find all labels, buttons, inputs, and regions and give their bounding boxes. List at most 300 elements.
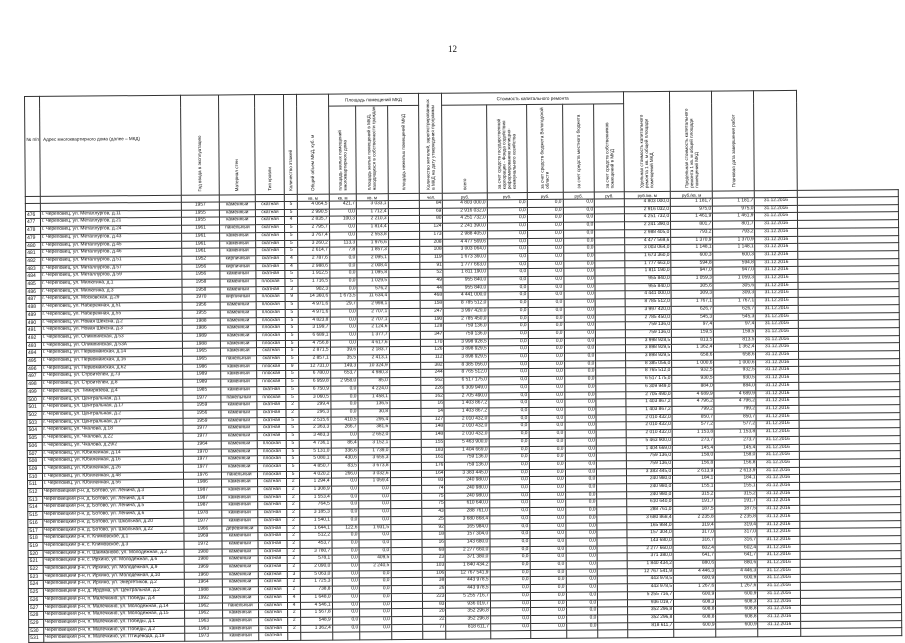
row-floors: 2 [287,517,300,525]
row-area-res: 1 458,1 [358,393,390,401]
unit-volume: кв. м [297,194,329,201]
row-cost-fund: 0,0 [487,215,527,223]
row-cost-local: 0,0 [565,469,597,477]
unit-rubm1: руб./кв. м [624,191,670,198]
row-address: г. Череповец, ул. Новая Шексна, д.3 [41,326,182,335]
row-cost-regional: 0,0 [529,430,565,438]
row-address: Череповецкий р-н, п. Ирхино, ул. Энергетиков, д.2 [43,580,184,589]
row-cost-local: 0,0 [566,607,598,615]
row-address: г. Череповец, ул. Строителей, д.73 [41,372,182,381]
row-material: каменный [222,502,258,510]
row-cost-total: 955 840,0 [443,277,487,285]
row-max-cost: 1 000,6 [714,360,756,368]
row-roof: скатная [255,201,285,209]
row-volume: 1 716,5 [298,278,330,286]
row-number: 511 [28,481,43,489]
row-max-cost: 602,4 [715,544,757,552]
row-address: Череповецкий р-н, п. Малечкино, ул. Молодежная, д.15 [43,611,184,620]
row-volume: 12 731,0 [299,363,331,371]
row-cost-local: 0,0 [564,392,596,400]
header-area-group: Площадь помещений МКД [328,93,419,106]
header-unit-cost: Удельная стоимость капитального ремонта 1 кв. м общей площади помещений МКД [623,91,670,191]
row-cost-regional: 0,0 [527,222,563,230]
row-residents: 162 [421,393,444,401]
row-material: каменный [220,271,256,279]
row-address: Череповецкий р-н, д. Ботово, ул. Школьная, д.20 [43,518,184,527]
row-cost-local: 0,0 [565,523,597,531]
row-max-cost: 316,7 [715,537,757,545]
row-unit-cost: 641,7 [673,552,715,560]
row-year: 1959 [183,402,221,410]
row-cost-fund: 0,0 [488,384,528,392]
row-cost-regional: 0,0 [530,592,566,600]
row-material: каменный [220,279,256,287]
row-area-res: 0,0 [359,593,391,601]
row-cost-local: 0,0 [566,530,598,538]
row-residents: 173 [420,231,443,239]
row-cost-owners-zero [598,630,628,638]
row-cost-total: 3 998 928,5 [444,339,488,347]
row-number: 521 [28,558,43,566]
row-material: панельный [222,602,258,610]
row-unit-cost: 975,0 [671,206,713,214]
row-area-total: 0,0 [331,478,358,486]
row-unit-cost: 4 689,9 [672,391,714,399]
row-year: 1992 [184,595,222,603]
row-area-total: 0,0 [330,286,357,294]
row-volume: 764,5 [300,502,332,510]
row-cost-regional: 0,0 [529,438,565,446]
row-area-res: 295,4 [358,416,390,424]
row-cost-total: 1 403 867,2 [444,408,488,416]
row-residents: 244 [421,370,444,378]
row-residents: 208 [420,239,443,247]
row-cost-regional: 0,0 [530,615,566,623]
row-unit-cost: 97,4 [671,321,713,329]
row-unit-cost: 947,0 [671,267,713,275]
row-material: каменный [223,633,259,641]
row-unit-cost: 799,2 [672,406,714,414]
row-material: каменный [220,348,256,356]
row-material: панельный [221,471,257,479]
row-cost-local: 0,0 [565,484,597,492]
page-number: 12 [448,44,457,54]
row-unit-cost: 2 235,8 [673,514,715,522]
row-cost-total: 288 761,0 [445,508,489,516]
row-number: 501 [27,404,42,412]
row-floors: 5 [287,440,300,448]
row-residents: 23 [422,555,445,563]
row-cost-total: 3 003 064,0 [443,246,487,254]
row-max-cost: 801,7 [713,221,755,229]
header-cost-total: всего [442,105,487,193]
row-address: Череповецкий р-н, п. Ирхино, ул. Молодежная, д.10 [43,572,184,581]
unit-area: кв. м [329,194,356,201]
row-cost-regional: 0,0 [528,330,564,338]
row-volume: 1 540,1 [300,517,332,525]
row-max-cost: 947,0 [713,267,755,275]
row-unit-cost: 594,8 [671,260,713,268]
row-area-res: 0,0 [359,601,391,609]
row-area-res [360,632,392,640]
row-max-cost: 158,0 [715,452,757,460]
row-residents: 83 [423,601,446,609]
row-number: 512 [28,488,43,496]
row-area-total: 113,3 [329,239,356,247]
row-max-cost: 594,8 [713,259,755,267]
row-residents: 347 [421,331,444,339]
row-cost-total: 371 380,0 [446,554,490,562]
row-floors: 5 [285,309,298,317]
row-area-res: 0,0 [359,516,391,524]
row-area-res: 85,0 [358,378,390,386]
row-area-total: 0,0 [329,255,356,263]
row-number: 503 [27,419,42,427]
row-max-cost: 187,5 [715,506,757,514]
row-area-total: 0,0 [331,409,358,417]
row-unit-cost: 813,5 [672,337,714,345]
row-volume: 4 064,5 [297,201,329,209]
row-floors: 5 [285,209,298,217]
row-floors: 5 [287,448,300,456]
row-max-cost: 884,0 [714,383,756,391]
row-cost-total: 240 980,0 [445,485,489,493]
row-roof: скатная [258,602,288,610]
row-cost-regional: 0,0 [529,446,565,454]
row-cost-local: 0,0 [565,507,597,515]
row-number: 530 [29,627,44,635]
row-area-total: 0,0 [331,432,358,440]
row-cost-local: 0,0 [564,299,596,307]
row-deadline: 31.12.2016 [756,328,798,336]
row-unit-cost: 4 796,2 [672,398,714,406]
row-floors: 2 [287,502,300,510]
row-max-cost: 1 148,1 [713,244,755,252]
row-year: 1970 [183,448,221,456]
row-cost-local: 0,0 [564,376,596,384]
row-cost-total: 143 680,0 [445,539,489,547]
row-cost-fund: 0,0 [489,492,529,500]
row-deadline: 31.12.2016 [756,344,798,352]
row-material: панельный [221,394,257,402]
header-volume: Общий объем МКД, куб. м [296,94,328,194]
row-material: каменный [222,610,258,618]
header-deadline: Плановая дата завершения работ [712,91,755,191]
row-area-res: 1 931,5 [359,524,391,532]
row-deadline: 31.12.2016 [756,398,798,406]
row-roof: скатная [255,248,285,256]
row-number: 525 [28,589,43,597]
row-year: 1955 [181,210,219,218]
row-area-res: 0,0 [359,532,391,540]
row-cost-fund: 0,0 [490,546,530,554]
row-area-res: 0,0 [359,578,391,586]
row-volume: 1 294,4 [299,478,331,486]
row-deadline: 31.12.2016 [758,559,800,567]
row-residents: 112 [421,354,444,362]
row-cost-total: 443 978,5 [446,577,490,585]
row-material: каменный [219,202,255,210]
row-cost-regional: 0,0 [529,461,565,469]
row-residents: 155 [421,439,444,447]
row-roof: скатная [257,402,287,410]
row-cost-local: 0,0 [566,592,598,600]
row-volume: 296,3 [299,409,331,417]
row-cost-local: 0,0 [563,261,595,269]
row-number: 524 [28,581,43,589]
row-area-res: 1 814,4 [356,224,388,232]
row-number: 489 [26,311,41,319]
row-address: г. Череповец, ул. Чкалова, д.29/2 [42,441,183,450]
row-residents: 75 [422,493,445,501]
row-max-cost: 813,5 [714,336,756,344]
row-volume: 4 546,1 [300,602,332,610]
row-number: 497 [27,373,42,381]
row-address: г. Череповец, ул. Новая Шексна, д.2 [41,318,182,327]
row-area-total: 0,0 [332,609,359,617]
row-area-total: 0,0 [332,586,359,594]
row-cost-regional: 0,0 [528,353,564,361]
row-area-total: 0,0 [330,340,357,348]
row-deadline: 31.12.2016 [755,267,797,275]
row-number: 523 [28,573,43,581]
row-cost-owners: 936 019,7 [627,599,673,607]
row-residents: 84 [420,200,443,208]
row-floors: 2 [287,548,300,556]
row-volume: 3 185,3 [300,509,332,517]
row-material: панельный [221,356,257,364]
row-cost-owners: 2 010 432,0 [626,430,672,438]
row-cost-local [566,630,598,638]
row-deadline: 31.12.2016 [757,536,799,544]
row-number: 481 [26,250,41,258]
row-floors: 2 [288,625,301,633]
row-material: каменный [220,333,256,341]
row-cost-local: 0,0 [563,199,595,207]
row-residents: 38 [423,578,446,586]
row-floors: 5 [286,317,299,325]
row-cost-owners: 1 403 867,2 [626,406,672,414]
row-year: 1962 [185,603,223,611]
row-number: 491 [26,327,41,335]
row-cost-total: 6 309 949,0 [444,385,488,393]
row-cost-fund: 0,0 [489,400,529,408]
row-max-cost: 658,6 [714,352,756,360]
row-cost-owners: 759 136,0 [626,453,672,461]
row-cost-total: 8 765 512,0 [444,369,488,377]
row-residents: 108 [420,246,443,254]
row-address: Череповецкий р-н, с. Климовское, д.3 [43,541,184,550]
row-unit-cost: 608,8 [674,606,716,614]
header-area-nonres: площадь нежилых помещений МКД [387,105,419,193]
row-cost-total: 5 255 716,7 [446,593,490,601]
row-cost-fund: 0,0 [487,246,527,254]
row-roof: скатная [256,255,286,263]
row-residents: 226 [421,385,444,393]
row-volume: 1 648,0 [300,594,332,602]
row-cost-regional: 0,0 [530,561,566,569]
row-deadline: 31.12.2016 [757,429,799,437]
row-area-total: 0,0 [330,309,357,317]
row-cost-fund: 0,0 [489,415,529,423]
row-floors: 2 [287,556,300,564]
row-cost-fund: 0,0 [490,562,530,570]
row-year: 1977 [183,425,221,433]
row-address: г. Череповец, ул. Металлургов, д.11 [40,210,181,219]
row-cost-owners: 2 705 490,0 [626,391,672,399]
row-number: 492 [26,334,41,342]
row-material: панельный [219,225,255,233]
row-deadline: 31.12.2016 [755,197,797,205]
row-cost-regional: 0,0 [529,392,565,400]
row-cost-total: 2 916 032,0 [443,208,487,216]
row-number: 486 [26,288,41,296]
row-roof: скатная [257,494,287,502]
row-deadline: 31.12.2016 [758,567,800,575]
row-unit-cost: 600,3 [671,252,713,260]
row-deadline: 31.12.2016 [755,259,797,267]
row-cost-owners: 443 978,5 [627,576,673,584]
row-deadline [758,629,800,637]
row-cost-local: 0,0 [563,238,595,246]
row-deadline: 31.12.2016 [757,421,799,429]
row-material: каменный [220,248,256,256]
row-cost-fund: 0,0 [488,300,528,308]
row-volume: 5 063,0 [300,571,332,579]
row-number: 515 [28,511,43,519]
row-area-res: 3 152,1 [358,439,390,447]
row-deadline: 31.12.2016 [756,359,798,367]
row-deadline: 31.12.2016 [755,205,797,213]
row-cost-local: 0,0 [566,553,598,561]
row-area-res: 2 210,3 [356,216,388,224]
row-cost-total: 4 477 569,6 [443,238,487,246]
row-cost-fund: 0,0 [488,338,528,346]
row-area-total: 653,7 [330,370,357,378]
row-year: 1987 [184,502,222,510]
row-cost-total: 759 136,0 [444,331,488,339]
row-deadline: 31.12.2016 [756,375,798,383]
row-number: 493 [26,342,41,350]
row-area-res: 2 124,6 [357,324,389,332]
row-address: г. Череповец, ул. Первомайская, д.62 [41,364,182,373]
row-floors: 5 [285,248,298,256]
row-volume: 6 780,0 [299,371,331,379]
row-deadline: 31.12.2016 [756,336,798,344]
row-unit-cost [674,629,716,637]
row-number: 529 [29,619,44,627]
row-max-cost: 1 362,4 [714,344,756,352]
row-floors: 2 [287,540,300,548]
row-max-cost: 641,7 [715,552,757,560]
row-max-cost: 4 446,3 [716,568,758,576]
row-max-cost: 545,3 [714,313,756,321]
row-cost-local: 0,0 [564,353,596,361]
row-area-res: 576,2 [357,285,389,293]
row-residents: 119 [420,254,443,262]
row-max-cost: 600,3 [713,252,755,260]
row-floors: 5 [286,325,299,333]
row-residents: 80 [420,216,443,224]
row-year: 1956 [182,264,220,272]
row-cost-regional: 0,0 [530,523,566,531]
row-residents: 382 [421,362,444,370]
row-unit-cost: 850,7 [672,414,714,422]
row-area-res: 2 008,4 [357,262,389,270]
row-area-total [332,632,359,640]
row-residents: 26 [423,585,446,593]
row-area-total: 421,7 [329,201,356,209]
row-volume: 512,2 [300,532,332,540]
row-year: 1977 [184,518,222,526]
row-roof: плоская [257,448,287,456]
row-residents: 148 [421,424,444,432]
row-roof: скатная [258,587,288,595]
row-cost-owners: 240 980,0 [626,483,672,491]
row-cost-owners: 4 477 569,6 [624,237,670,245]
row-area-res: 2 183,7 [357,347,389,355]
row-cost-owners: 759 136,0 [625,322,671,330]
row-floors: 2 [288,587,301,595]
row-max-cost: 880,6 [715,560,757,568]
row-residents: 183 [422,447,445,455]
row-cost-owners: 955 840,0 [625,283,671,291]
row-area-res: 0,0 [359,486,391,494]
row-area-total: 35,5 [330,355,357,363]
row-cost-regional: 0,0 [530,623,566,631]
row-max-cost: 600,9 [716,621,758,629]
unit-area2: кв. м [356,194,388,201]
unit-rub3: руб. [527,192,563,199]
row-year: 1973 [185,633,223,641]
row-volume: 1 912,5 [298,270,330,278]
row-area-res: 30,8 [358,409,390,417]
row-number: 502 [27,411,42,419]
row-address: Череповецкий р-н, п. Малечкино, ул. Победы, д.1 [43,618,184,627]
row-cost-owners [628,630,674,638]
row-address: Череповецкий р-н, д. Ирдома, ул. Центральная, д.2 [43,587,184,596]
row-max-cost: 156,8 [715,460,757,468]
header-cost-fund: за счет средств государственной корпорации - Фонда содействия реформированию жилищно-коммунального хозяйства [486,105,527,193]
row-cost-total: 1 811 190,0 [443,269,487,277]
row-roof: скатная [258,617,288,625]
row-roof: плоская [257,394,287,402]
row-cost-fund: 0,0 [490,515,530,523]
row-unit-cost: 1 767,1 [671,298,713,306]
row-year: 1977 [183,395,221,403]
row-cost-local: 0,0 [565,446,597,454]
row-cost-owners: 818 611,7 [627,622,673,630]
row-cost-total: 2 010 432,0 [445,423,489,431]
row-material: кирпичный [220,263,256,271]
row-unit-cost: 156,8 [673,460,715,468]
row-cost-local: 0,0 [563,222,595,230]
row-max-cost: 145,4 [715,444,757,452]
row-address: Череповецкий р-н, с. Ирхино, ул. Молодежная, д.6 [43,557,184,566]
row-material: каменный [221,371,257,379]
row-area-res: 381,6 [358,424,390,432]
row-area-res: 0,0 [359,540,391,548]
row-cost-regional: 0,0 [529,477,565,485]
row-cost-owners: 12 767 541,9 [627,568,673,576]
row-cost-total: 8 785 512,0 [444,300,488,308]
row-area-total: 266,7 [331,424,358,432]
row-area-res: 0,0 [359,501,391,509]
row-material: каменный [222,595,258,603]
row-floors: 5 [287,456,300,464]
row-number: 476 [25,211,40,219]
row-area-res: 3 033,1 [356,201,388,209]
